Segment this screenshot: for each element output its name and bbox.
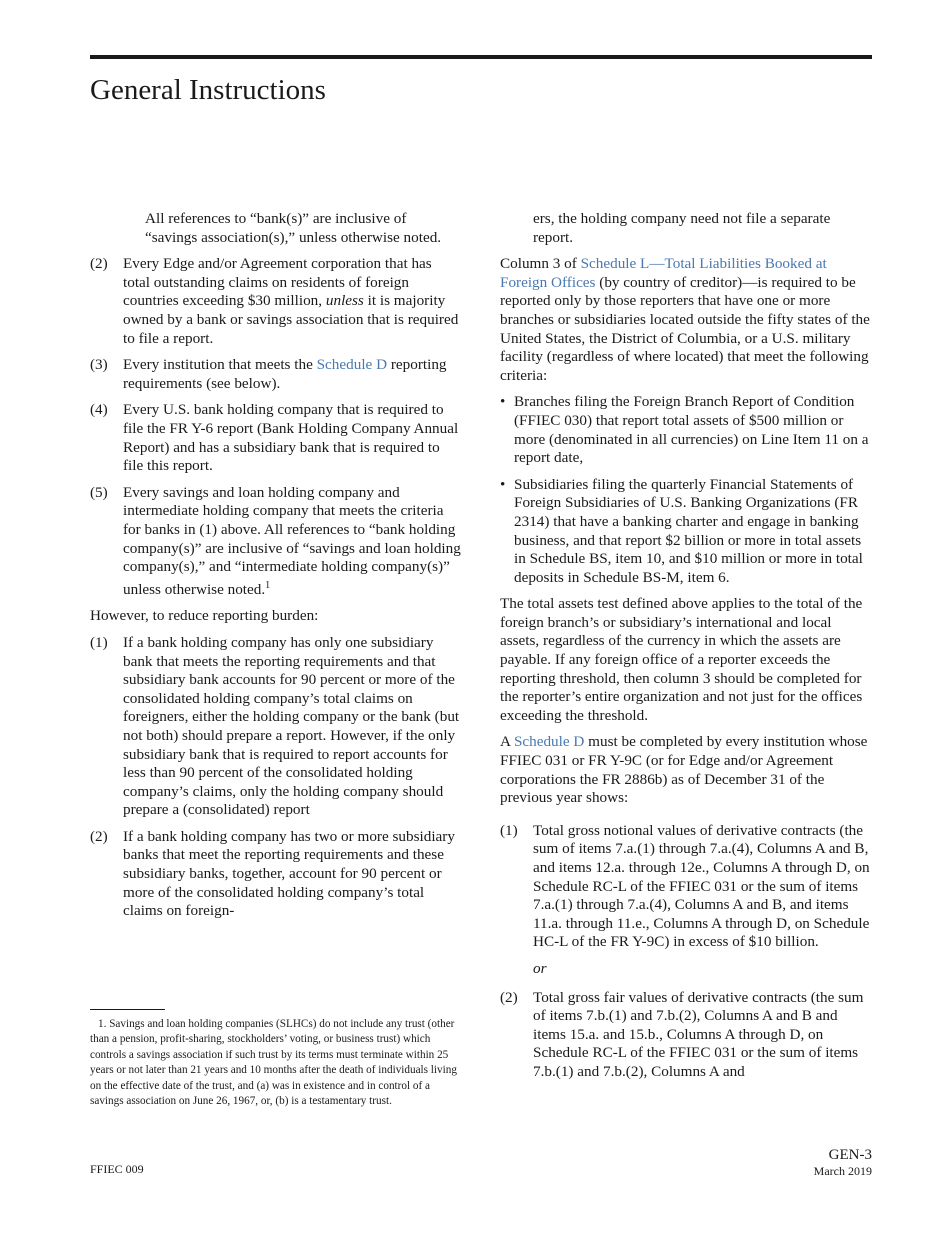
item-number: (2) bbox=[90, 255, 108, 273]
list-item bbox=[90, 255, 462, 348]
item-text: If a bank holding company has only one subsidiary bank that meets the reporting requirements and that subsidiary bank accounts for 90 percent or more of the consolidated holding company’s total claims on foreigners, either the holding company or the bank (but not both) should prepare a report. However, if the only subsidiary bank that is required to report accounts for less than 90 percent of the consolidated holding company’s claims, only the holding company should prepare a (consolidated) report bbox=[123, 633, 460, 819]
schedule-d-link[interactable]: Schedule D bbox=[316, 356, 388, 374]
paragraph-text: (by country of creditor)—is required to be reported only by those reporters that have one or more branches or subsidiaries located outside the fifty states of the United States, the District of Columbia, or a U.S. military facility (regardless of where located) that meet the following criteria: bbox=[500, 273, 870, 384]
item-number: (3) bbox=[90, 356, 108, 374]
item-text bbox=[123, 255, 462, 348]
list-item bbox=[90, 828, 462, 921]
item-text: If a bank holding company has two or more subsidiary banks that meet the reporting requirements and these subsidiary banks, together, account for 90 percent or more of the consolidated holding company’s total claims on foreign- bbox=[123, 827, 455, 920]
list-item bbox=[90, 634, 462, 820]
page-title: General Instructions bbox=[90, 74, 326, 106]
item-text-part: Every savings and loan holding company and intermediate holding company that meets the criteria for banks in (1) above. All references to “bank holding company(s)” are inclusive of “savings and loan holding company(s),” and “intermediate holding company(s)” unless otherwise noted. bbox=[123, 483, 461, 598]
continued-paragraph: ers, the holding company need not file a separate report. bbox=[533, 210, 831, 246]
list-item bbox=[90, 401, 462, 475]
item-text bbox=[123, 484, 462, 600]
footnote-rule bbox=[90, 1009, 165, 1010]
item-text-part: it is majority owned by a bank or savings association that is required to file a report. bbox=[123, 292, 459, 347]
item-text-part: reporting requirements (see below). bbox=[123, 356, 447, 392]
revision-date: March 2019 bbox=[813, 1164, 872, 1178]
emphasis: unless bbox=[325, 292, 364, 310]
item-text-part: Every institution that meets the bbox=[123, 356, 313, 374]
bullet-item bbox=[500, 393, 872, 467]
item-number: (5) bbox=[90, 483, 108, 501]
schedule-d-link[interactable]: Schedule D bbox=[513, 733, 585, 751]
paragraph-text: A bbox=[500, 733, 511, 751]
item-number: (2) bbox=[90, 827, 108, 845]
total-assets-paragraph: The total assets test defined above applies to the total of the foreign branch’s or subsidiary’s international and local assets, regardless of the currency in which the assets are payable. If any foreign office of a reporter exceeds the reporting threshold, then column 3 should be completed for the reporter’s entire organization and not just for the offices exceeding the threshold. bbox=[500, 595, 863, 724]
footnote-text: 1. Savings and loan holding companies (SLHCs) do not include any trust (other than a pension, profit-sharing, stockholders’ voting, or business trust) which controls a savings association if such trust by its terms must terminate within 25 years or not later than 21 years and 10 months after the death of individuals living on the effective date of the trust, and (a) was in existence and in control of a savings association on June 26, 1967, or, (b) is a testamentary trust. bbox=[90, 1018, 457, 1108]
left-column bbox=[90, 210, 462, 929]
item-text-part: Every Edge and/or Agreement corporation that has total outstanding claims on residents of foreign countries exceeding $30 million, bbox=[123, 255, 432, 310]
right-column bbox=[500, 210, 872, 1090]
bullet-icon: • bbox=[500, 475, 506, 493]
paragraph-text: Column 3 of bbox=[500, 255, 577, 273]
schedule-l-link[interactable]: Schedule L—Total Liabilities Booked at Foreign Offices bbox=[500, 255, 827, 291]
schedule-d-paragraph bbox=[500, 733, 872, 807]
paragraph-text: must be completed by every institution whose FFIEC 031 or FR Y-9C (or for Edge and/or Agreement corporations the FR 2886b) as of December 31 of the previous year shows: bbox=[500, 733, 868, 807]
page-footer bbox=[814, 1147, 872, 1178]
bullet-text: Branches filing the Foreign Branch Report of Condition (FFIEC 030) that report total assets of $500 million or more (denominated in all currencies) on Line Item 11 on a report date, bbox=[514, 393, 869, 467]
page-number: GEN-3 bbox=[828, 1147, 872, 1163]
item-text: Total gross notional values of derivative contracts (the sum of items 7.a.(1) through 7.a.(4), Columns A and B, and items 12.a. through 12e., Columns A through D, on Schedule RC-L of the FFIEC 031 or the sum of items 7.a.(1) through 7.a.(4), Columns A and B, and items 11.a. through 11.e., Columns A through D, on Schedule HC-L of the FR Y-9C) in excess of $10 billion. bbox=[533, 821, 870, 951]
header-rule bbox=[90, 55, 872, 59]
item-number: (1) bbox=[90, 633, 108, 651]
column3-paragraph bbox=[500, 255, 872, 385]
item-text: Total gross fair values of derivative contracts (the sum of items 7.b.(1) and 7.b.(2), Columns A and B and items 15.a. and 15.b., Columns A through D, on Schedule RC-L of the FFIEC 031 or the sum of items 7.b.(1) and 7.b.(2), Columns A and bbox=[533, 988, 864, 1080]
list-item bbox=[90, 356, 462, 393]
footnote bbox=[90, 1017, 465, 1109]
list-item bbox=[500, 822, 872, 952]
item-number: (2) bbox=[500, 988, 518, 1006]
footnote-ref[interactable]: 1 bbox=[265, 579, 271, 591]
bullet-text: Subsidiaries filing the quarterly Financial Statements of Foreign Subsidiaries of U.S. Banking Organizations (FR 2314) that have a banking charter and engage in banking business, and that report $2 billion or more in total assets in Schedule BS, item 10, and $10 million or more in total deposits in Schedule BS-M, item 6. bbox=[514, 475, 863, 586]
item-number: (4) bbox=[90, 401, 108, 419]
however-paragraph: However, to reduce reporting burden: bbox=[90, 607, 319, 625]
or-text: or bbox=[533, 959, 547, 977]
list-item bbox=[500, 989, 872, 1082]
item-text: Every U.S. bank holding company that is required to file the FR Y-6 report (Bank Holding Company Annual Report) and has a subsidiary bank that is required to file this report. bbox=[123, 401, 459, 475]
bullet-item bbox=[500, 476, 872, 588]
form-number: FFIEC 009 bbox=[90, 1162, 144, 1176]
item-number: (1) bbox=[500, 821, 518, 839]
intro-paragraph: All references to “bank(s)” are inclusive of “savings association(s),” unless otherwise noted. bbox=[145, 210, 442, 246]
bullet-icon: • bbox=[500, 393, 506, 411]
list-item bbox=[90, 484, 462, 600]
item-text bbox=[123, 356, 462, 393]
